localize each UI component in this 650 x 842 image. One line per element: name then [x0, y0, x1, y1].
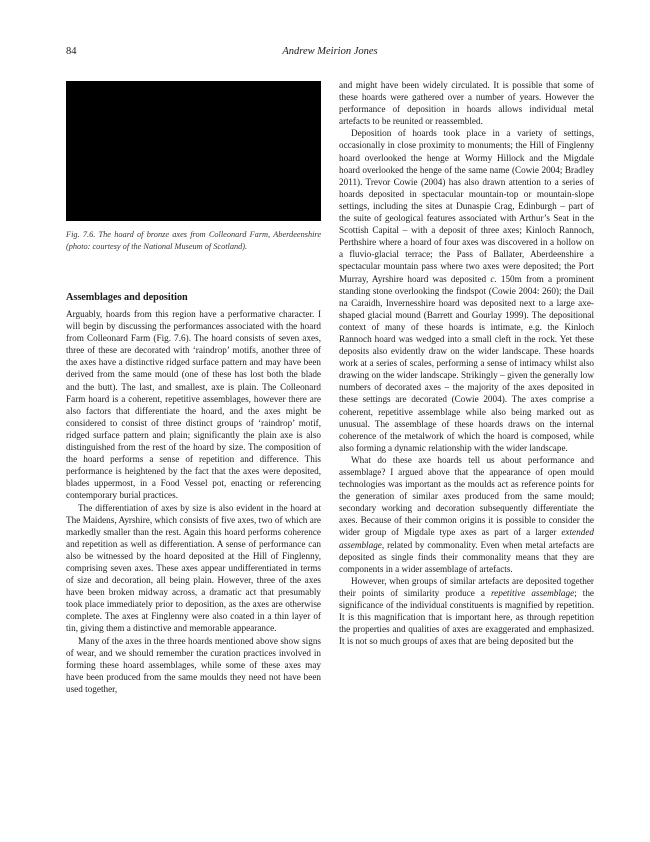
text-run: , related by commonality. Even when metal artefacts are deposited as single finds their commonality means that they are components in a wider assemblage of artefacts. — [339, 539, 594, 574]
emphasis: extended assemblage — [339, 527, 594, 550]
emphasis: repetitive assemblage — [490, 587, 575, 598]
paragraph: Many of the axes in the three hoards mentioned above show signs of wear, and we should remember the curation practices involved in forming these hoard assemblages, while some of these axes may have been produced from the same moulds they need not have been used together, — [66, 635, 321, 694]
section-heading: Assemblages and deposition — [66, 292, 188, 303]
text-run: 150m from a prominent standing stone overlooking the findspot (Cowie 2004: 260); the Dail na Caraidh, Invernesshire hoard was deposited next to a large axe-shaped glacial mound (Barrett and Gourlay 1999). The depositional context of many of these hoards is intimate, e.g. the Kinloch Rannoch hoard was wedged into a small cleft in the rock. Yet these deposits also evidently draw on the wider landscape. These hoards work at a series of scales, performing a sense of intimacy whilst also drawing on the wider landscape. Strikingly – given the generally low numbers of decorated axes – the majority of the axes deposited in these settings are decorated (Cowie 2004). The axes comprise a coherent, repetitive assemblage while also being marked out as unusual. The assemblage of these hoards draws on the internal coherence of the metalwork of which the hoard is composed, while also forming a dynamic relationship with the wider landscape. — [339, 273, 594, 453]
page-header — [66, 45, 594, 59]
paragraph: and might have been widely circulated. It is possible that some of these hoards were gathered over a number of years. However the performance of deposition in hoards allows individual metal artefacts to be reunited or reassembled. — [339, 80, 594, 127]
paragraph: Arguably, hoards from this region have a performative character. I will begin by discussing the performances associated with the hoard from Colleonard Farm (Fig. 7.6). The hoard consists of seven axes, three of these are decorated with ‘raindrop’ motifs, another three of the axes have a distinctive ridged surface pattern and may have been derived from the same mould (one of these has lost both the blade and the butt). The last, and smallest, axe is plain. The Colleonard Farm hoard is a coherent, repetitive assemblages, however there are also factors that differentiate the hoard, and the axes might be considered to consist of three distinct groups of ‘raindrop’ motif, ridged surface pattern and plain; significantly the plain axe is also distinguished from the rest of the hoard by size. The composition of the hoard performs a sense of repetition and difference. This performance is heightened by the fact that the axes were deposited, blades uppermost, in a Food Vessel pot, enacting or referencing contemporary burial practices. — [66, 309, 321, 501]
text-run: However, when groups of similar artefacts are deposited together their points of similarity produce a — [339, 575, 594, 598]
right-column — [339, 79, 594, 647]
figure-caption: Fig. 7.6. The hoard of bronze axes from Colleonard Farm, Aberdeenshire (photo: courtesy of the National Museum of Scotland). — [66, 230, 321, 251]
paragraph — [339, 454, 594, 575]
paragraph: The differentiation of axes by size is also evident in the hoard at The Maidens, Ayrshire, which consists of five axes, two of which are markedly smaller than the rest. Again this hoard performs coherence and repetition as well as differentiation. A sense of performance can also be witnessed by the hoard deposited at the Hill of Finglenny, comprising seven axes. These axes appear undifferentiated in terms of size and decoration, all being plain. However, three of the axes have been broken midway across, a dramatic act that presumably took place immediately prior to deposition, as the axes are otherwise complete. The axes at Finglenny were also coated in a thin layer of tin, giving them a distinctive and memorable appearance. — [66, 502, 321, 634]
page-number: 84 — [66, 46, 77, 57]
running-head: Andrew Meirion Jones — [282, 46, 378, 57]
circa-abbreviation: c. — [490, 273, 497, 284]
paragraph — [339, 575, 594, 648]
paragraph — [339, 127, 594, 454]
left-column — [66, 308, 321, 695]
text-run: What do these axe hoards tell us about performance and assemblage? I argued above that the appearance of open mould technologies was important as the moulds act as reference points for the generation of similar axes produced from the same mould; secondary working and decoration subsequently differentiate the axes. Because of their common origins it is possible to consider the wider group of Migdale type axes as part of a larger — [339, 454, 594, 538]
text-run: Deposition of hoards took place in a variety of settings, occasionally in close proximity to monuments; the Hill of Finglenny hoard overlooked the henge at Wormy Hillock and the Migdale hoard overlooked the henge of the same name (Cowie 2004; Bradley 2011). Trevor Cowie (2004) has also drawn attention to a series of hoards deposited in spectacular mountain-top or mountain-slope settings, including the sites at Dunaspie Crag, Edinburgh – part of the suite of geological features associated with Arthur’s Seat in the Scottish Capital – with a deposit of three axes; Kinloch Rannoch, Perthshire where a hoard of four axes was discovered in a hollow on a fluvio-glacial terrace; the Pass of Ballater, Aberdeenshire a spectacular mountain pass where two axes were deposited; the Port Murray, Ayrshire hoard was deposited — [339, 128, 594, 284]
figure-image — [66, 81, 321, 221]
text-run: ; the significance of the individual constituents is magnified by repetition. It is this magnification that is important here, as through repetition the properties and qualities of axes are exaggerated and emphasized. It is not so much groups of axes that are being deposited but the — [339, 587, 594, 647]
